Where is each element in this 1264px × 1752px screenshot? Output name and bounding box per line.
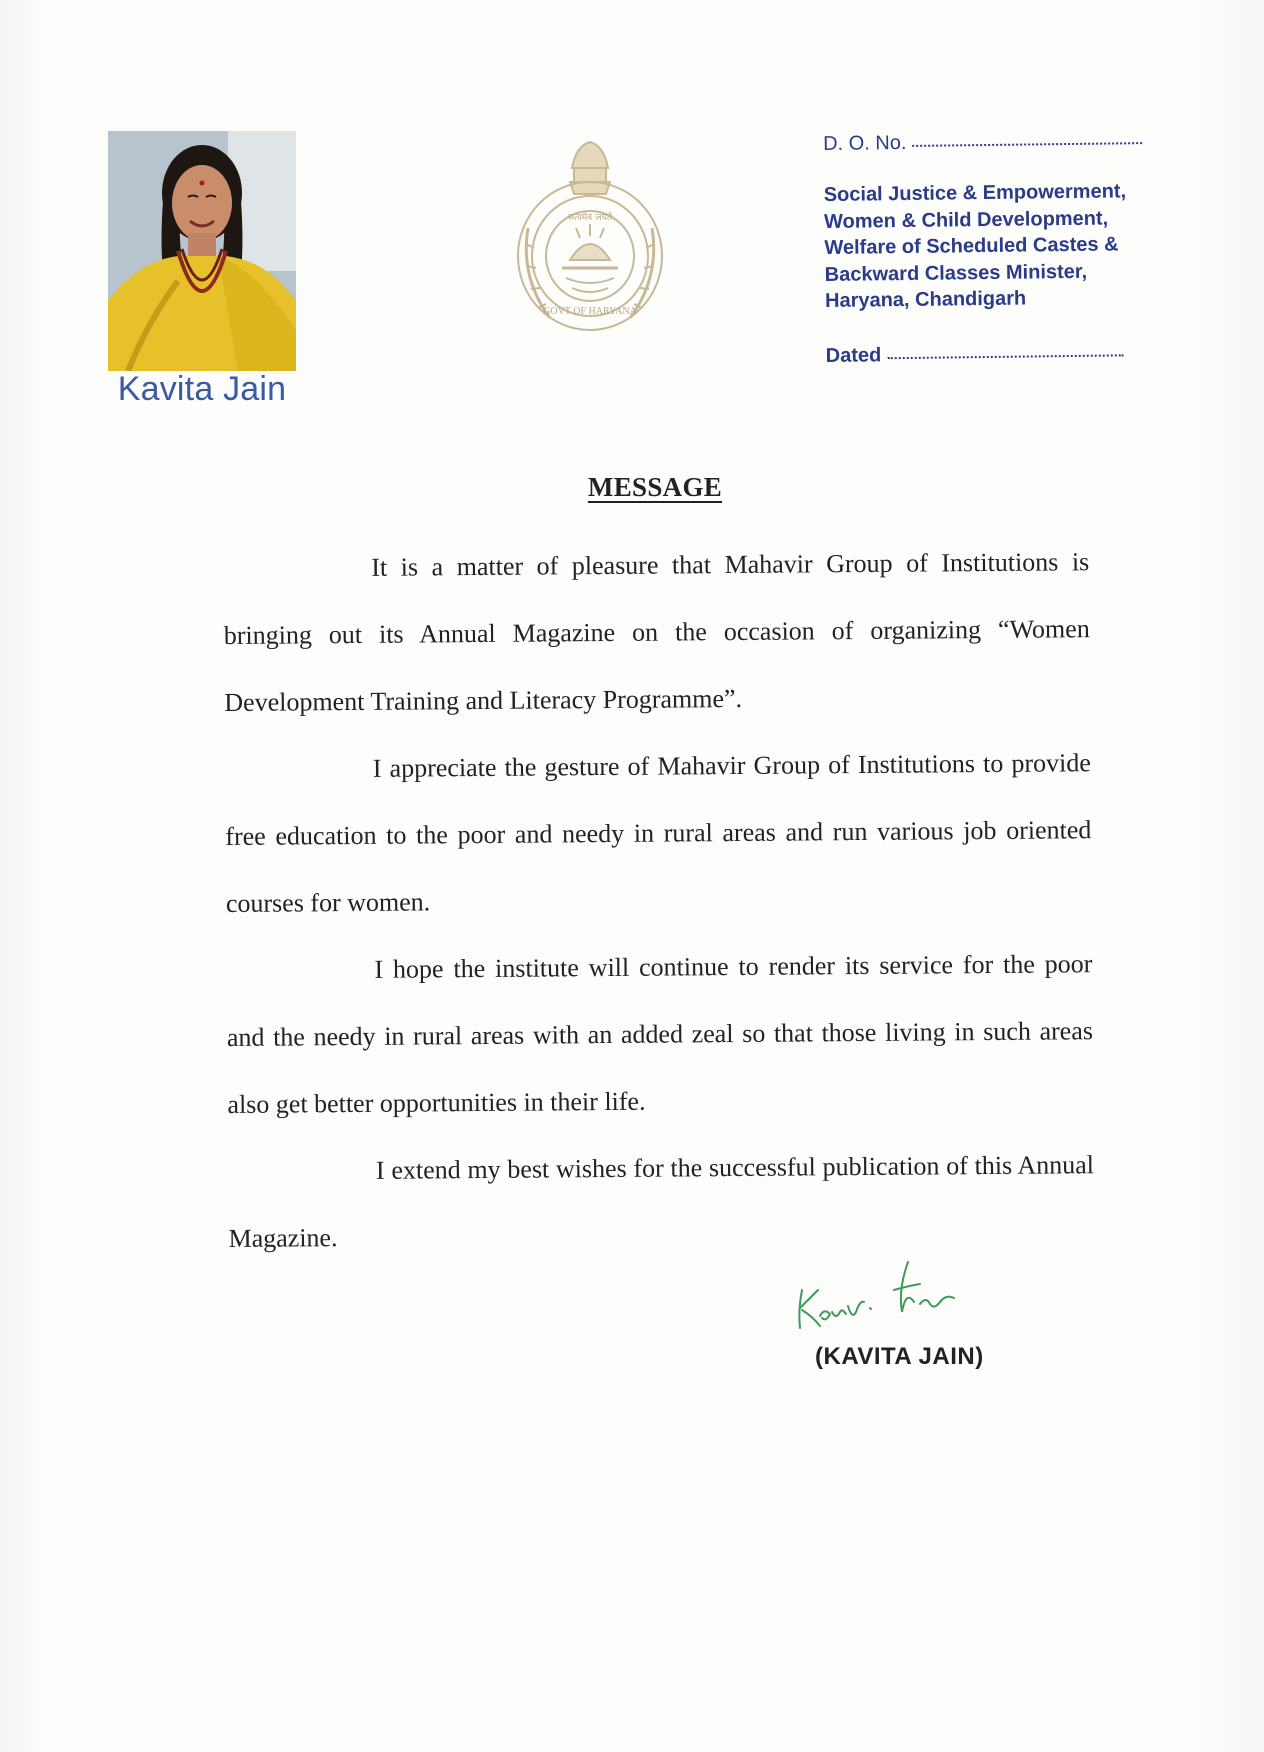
message-paragraph: It is a matter of pleasure that Mahavir Group of Institutions is bringing out its Annual Magazine on the occasion of organizing “Women Development Training and Literacy Programme”. [223, 547, 1090, 717]
signatory-name: (KAVITA JAIN) [815, 1343, 984, 1370]
office-letterhead [823, 129, 1166, 368]
emblem-upper-text: सत्यमेव जयते [567, 213, 613, 223]
office-line: Women & Child Development, [823, 207, 1109, 233]
office-designation [824, 178, 1166, 315]
dated-blank [887, 353, 1123, 359]
message-paragraph: I hope the institute will continue to render its service for the poor and the needy in rural areas with an added zeal so that those living in such areas also get better opportunities in their life. [226, 949, 1094, 1119]
dono-label: D. O. No. [823, 131, 907, 155]
person-name: Kavita Jain [117, 370, 287, 408]
message-paragraph: I extend my best wishes for the successful publication of this Annual Magazine. [228, 1150, 1095, 1253]
dono-blank [912, 141, 1142, 147]
office-line: Social Justice & Empowerment, [823, 180, 1127, 206]
dated-line [826, 340, 1166, 367]
dated-label: Dated [825, 343, 882, 367]
message-heading: MESSAGE [587, 472, 723, 502]
government-emblem-icon [510, 128, 670, 338]
office-line: Welfare of Scheduled Castes & [824, 233, 1119, 259]
office-line: Backward Classes Minister, [824, 260, 1088, 286]
message-paragraph: I appreciate the gesture of Mahavir Group of Institutions to provide free education to the poor and needy in rural areas and run various job oriented courses for women. [225, 748, 1092, 918]
office-line: Haryana, Chandigarh [824, 287, 1027, 312]
handwritten-signature [790, 1250, 970, 1340]
portrait-photo [108, 131, 296, 371]
message-body [223, 528, 1095, 1272]
emblem-ring-text: GOVT OF HARYANA [543, 306, 637, 317]
dono-line [823, 129, 1163, 156]
